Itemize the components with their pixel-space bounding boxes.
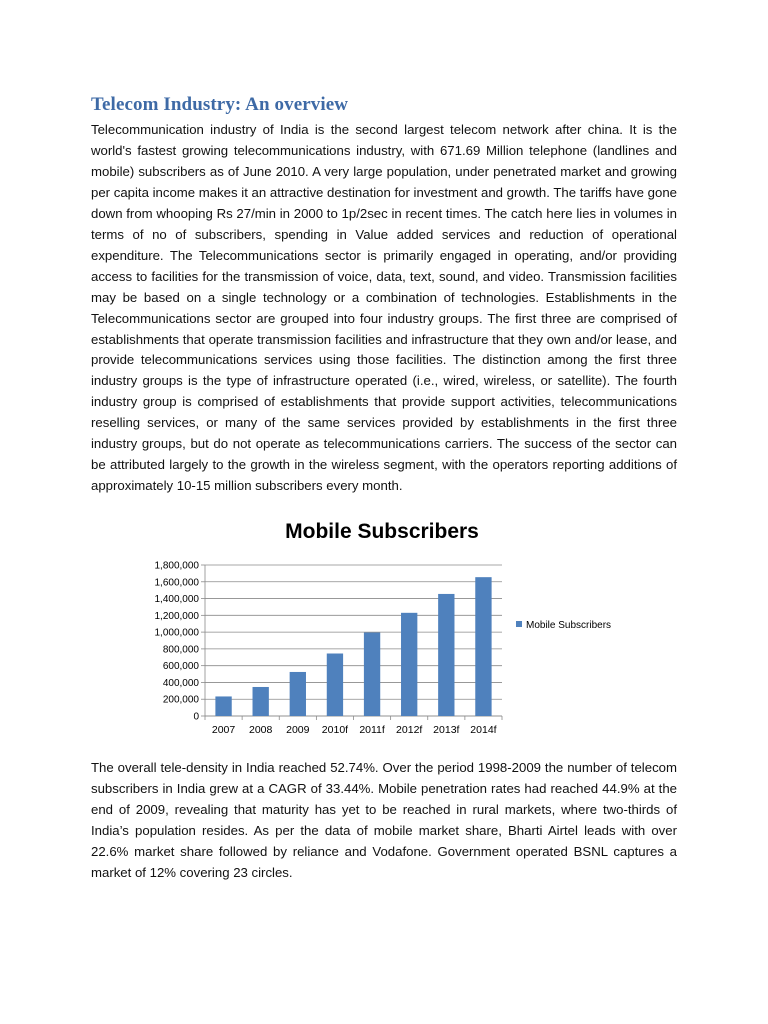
bar-2009 (290, 672, 306, 716)
y-tick-label: 200,000 (162, 694, 199, 706)
x-tick-label: 2010f (321, 724, 349, 736)
bar-2013f (438, 594, 454, 716)
bar-2012f (401, 613, 417, 716)
x-tick-label: 2011f (359, 724, 385, 736)
x-tick-label: 2012f (396, 724, 423, 736)
legend-swatch (516, 621, 522, 627)
bar-2014f (475, 577, 491, 716)
y-tick-label: 400,000 (162, 677, 199, 689)
intro-paragraph: Telecommunication industry of India is the second largest telecom network after china. It is the world's fastest growing telecommunications industry, with 671.69 Million telephone (landlines and mobile) subscribers as of June 2010. A very large population, under penetrated market and growing per capita income makes it an attractive destination for investment and growth. The tariffs have gone down from whooping Rs 27/min in 2000 to 1p/2sec in recent times. The catch here lies in volumes in terms of no of subscribers, spending in Value added services and reduction of operational expenditure. The Telecommunications sector is primarily engaged in operating, and/or providing access to facilities for the transmission of voice, data, text, sound, and video. Transmission facilities may be based on a single technology or a combination of technologies. Establishments in the Telecommunications sector are grouped into four industry groups. The first three are comprised of establishments that operate transmission facilities and infrastructure that they own and/or lease, and provide telecommunications services using those facilities. The distinction among the first three industry groups is the type of infrastructure operated (i.e., wired, wireless, or satellite). The fourth industry group is comprised of establishments that provide support activities, telecommunications reselling services, or many of the same services provided by establishments in the first three industry groups, but do not operate as telecommunications carriers. The success of the sector can be attributed largely to the growth in the wireless segment, with the operators reporting additions of approximately 10-15 million subscribers every month. (91, 122, 677, 494)
y-tick-label: 800,000 (162, 644, 199, 656)
x-tick-label: 2013f (433, 724, 460, 736)
bar-2011f (364, 633, 380, 716)
y-tick-label: 1,200,000 (154, 610, 199, 622)
y-tick-label: 1,400,000 (154, 594, 199, 606)
legend-label: Mobile Subscribers (526, 620, 612, 631)
teledensity-paragraph: The overall tele-density in India reached 52.74%. Over the period 1998-2009 the number of telecom subscribers in India grew at a CAGR of 33.44%. Mobile penetration rates had reached 44.9% at the end of 2009, revealing that maturity has yet to be reached in rural markets, where two-thirds of India’s population resides. As per the data of mobile market share, Bharti Airtel leads with over 22.6% market share followed by reliance and Vodafone. Government operated BSNL captures a market of 12% covering 23 circles. (91, 760, 677, 880)
y-tick-label: 600,000 (162, 661, 199, 673)
y-tick-label: 1,000,000 (154, 627, 199, 639)
x-tick-label: 2008 (249, 724, 273, 736)
x-tick-label: 2009 (286, 724, 310, 736)
chart-title: Mobile Subscribers (285, 520, 479, 543)
page-heading: Telecom Industry: An overview (91, 94, 349, 115)
subscribers-bar-chart (140, 555, 640, 745)
bar-2007 (215, 696, 231, 716)
y-tick-label: 0 (193, 711, 199, 723)
x-tick-label: 2007 (211, 724, 236, 736)
y-tick-label: 1,800,000 (154, 560, 199, 572)
bar-2008 (253, 687, 269, 716)
bar-2010f (327, 654, 343, 716)
y-tick-label: 1,600,000 (154, 577, 199, 589)
x-tick-label: 2014f (470, 724, 497, 736)
